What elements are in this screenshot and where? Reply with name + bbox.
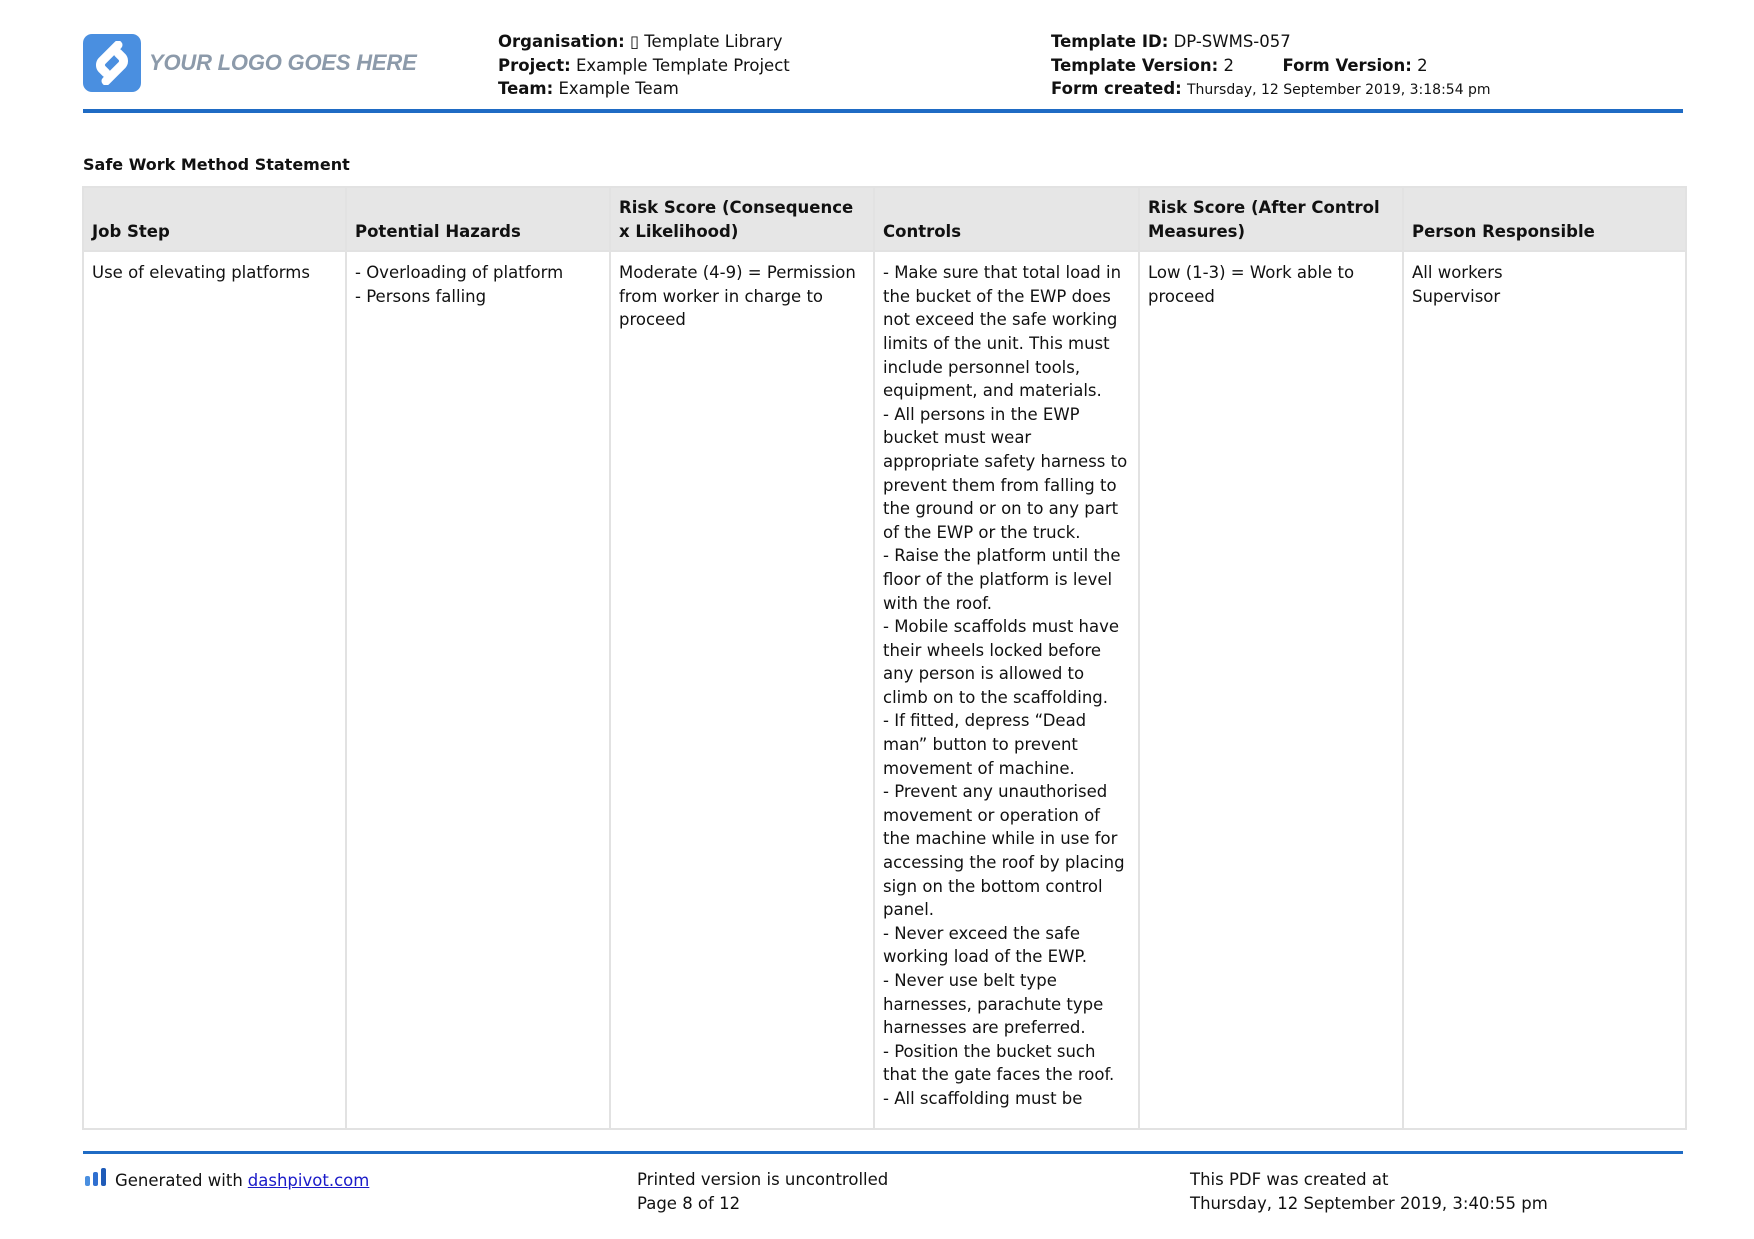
cell-risk-score: Moderate (4-9) = Permission from worker in charge to proceed: [610, 251, 874, 1129]
control-item: - All persons in the EWP bucket must wear appropriate safety harness to prevent them from falling to the ground or on to any part of the EWP or the truck.: [883, 404, 1128, 542]
cell-controls: [874, 251, 1139, 1129]
template-id-value: DP-SWMS-057: [1173, 32, 1291, 51]
page-number: Page 8 of 12: [637, 1193, 741, 1213]
footer-print-info: [637, 1168, 888, 1215]
footer-divider: [83, 1151, 1683, 1154]
form-created-label: Form created:: [1051, 79, 1182, 98]
uncontrolled-notice: Printed version is uncontrolled: [637, 1170, 889, 1189]
team-label: Team:: [498, 79, 554, 98]
pdf-created-label: This PDF was created at: [1190, 1170, 1389, 1189]
template-id-label: Template ID:: [1051, 32, 1169, 51]
generated-prefix: Generated with: [115, 1170, 243, 1190]
form-version-value: 2: [1417, 55, 1428, 75]
swms-table: [82, 186, 1687, 1130]
document-header: [83, 30, 1683, 110]
responsible-item: All workers: [1412, 263, 1503, 283]
header-meta-template: [1051, 30, 1491, 103]
control-item: - All scaffolding must be: [883, 1088, 1083, 1108]
control-item: - Never use belt type harnesses, parachute type harnesses are preferred.: [883, 971, 1104, 1038]
table-header-row: [83, 187, 1686, 251]
cell-person-responsible: [1403, 251, 1686, 1129]
dashpivot-bars-icon: [85, 1168, 107, 1193]
organisation-value: ▯ Template Library: [629, 32, 783, 51]
pdf-created-value: Thursday, 12 September 2019, 3:40:55 pm: [1190, 1193, 1548, 1213]
dashpivot-link[interactable]: dashpivot.com: [247, 1170, 370, 1190]
column-header-job-step: Job Step: [83, 187, 346, 251]
form-created-value: Thursday, 12 September 2019, 3:18:54 pm: [1187, 82, 1491, 98]
control-item: - Position the bucket such that the gate faces the roof.: [883, 1041, 1115, 1085]
project-value: Example Template Project: [575, 55, 790, 75]
footer-created-info: [1190, 1168, 1548, 1215]
organisation-label: Organisation:: [498, 32, 625, 51]
control-item: - Make sure that total load in the bucket of the EWP does not exceed the safe working limits of the unit. This must include personnel tools, equipment, and materials.: [883, 263, 1122, 401]
logo-mark-icon: [83, 34, 141, 92]
control-item: - If fitted, depress “Dead man” button to prevent movement of machine.: [883, 711, 1087, 778]
cell-job-step: Use of elevating platforms: [83, 251, 346, 1129]
control-item: - Never exceed the safe working load of the EWP.: [883, 923, 1088, 967]
footer-generated: [85, 1168, 369, 1193]
control-item: - Mobile scaffolds must have their wheels locked before any person is allowed to climb on to the scaffolding.: [883, 617, 1120, 707]
hazard-item: - Persons falling: [355, 286, 487, 306]
header-meta-organisation: [498, 30, 790, 101]
column-header-controls: Controls: [874, 187, 1139, 251]
cell-risk-score-after: Low (1-3) = Work able to proceed: [1139, 251, 1403, 1129]
column-header-potential-hazards: Potential Hazards: [346, 187, 610, 251]
control-item: - Prevent any unauthorised movement or operation of the machine while in use for accessing the roof by placing sign on the bottom control panel.: [883, 782, 1125, 920]
header-divider: [83, 109, 1683, 113]
column-header-person-responsible: Person Responsible: [1403, 187, 1686, 251]
team-value: Example Team: [558, 79, 679, 98]
control-item: - Raise the platform until the floor of the platform is level with the roof.: [883, 546, 1121, 613]
table-row: [83, 251, 1686, 1129]
logo: [83, 34, 417, 92]
template-version-value: 2: [1223, 55, 1234, 75]
responsible-item: Supervisor: [1412, 286, 1501, 306]
column-header-risk-score: Risk Score (Consequence x Likelihood): [610, 187, 874, 251]
template-version-label: Template Version:: [1051, 55, 1219, 75]
form-version-label: Form Version:: [1282, 55, 1412, 75]
column-header-risk-score-after: Risk Score (After Control Measures): [1139, 187, 1403, 251]
section-title: Safe Work Method Statement: [83, 155, 350, 174]
project-label: Project:: [498, 55, 571, 75]
hazard-item: - Overloading of platform: [355, 263, 564, 283]
logo-text: YOUR LOGO GOES HERE: [149, 50, 417, 75]
cell-potential-hazards: [346, 251, 610, 1129]
